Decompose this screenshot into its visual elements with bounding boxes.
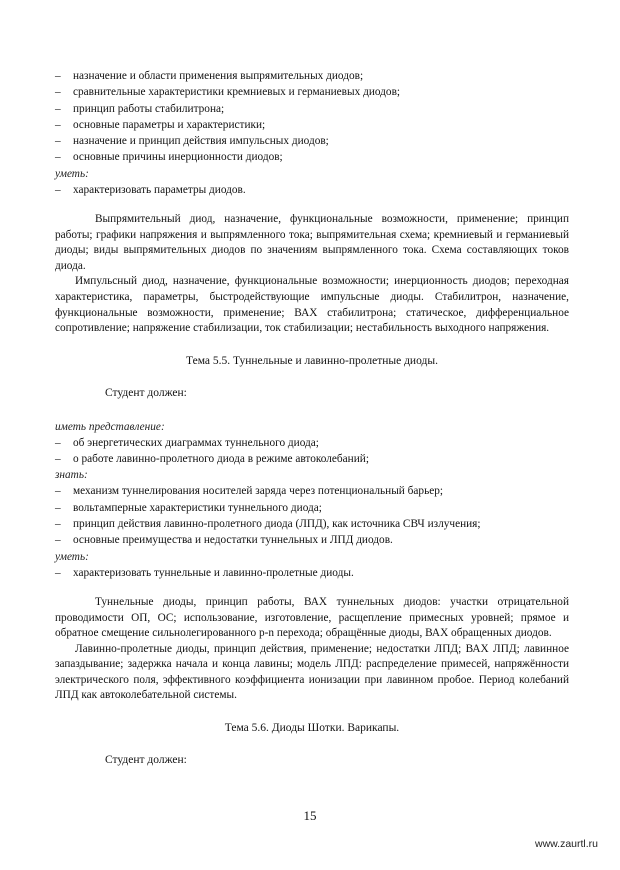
list-item: – об энергетических диаграммах туннельного диода; [55, 436, 319, 449]
document-body [55, 68, 569, 768]
topic-5-5-heading: Тема 5.5. Туннельные и лавинно-пролетные диоды. [186, 354, 438, 367]
list-item: – характеризовать туннельные и лавинно-пролетные диоды. [55, 566, 354, 579]
list-topic-5-5 [55, 419, 569, 581]
list-item: – принцип действия лавинно-пролетного диода (ЛПД), как источника СВЧ излучения; [55, 518, 481, 531]
label-znat: знать: [55, 469, 88, 482]
paragraph-tunnel-diodes: Туннельные диоды, принцип работы, ВАХ туннельных диодов: участки отрицательной проводимости ОП, ОС; использование, изготовление, расщепление примесных уровней; прямое и обратное смещение сильнолегированного p-n перехода; обращённые диоды, ВАХ обращенных диодов. [55, 595, 569, 640]
page-number: 15 [303, 808, 317, 823]
list-item: – сравнительные характеристики кремниевых и германиевых диодов; [55, 86, 401, 99]
list-item: – принцип работы стабилитрона; [55, 102, 225, 115]
list-item: – основные преимущества и недостатки туннельных и ЛПД диодов. [55, 534, 393, 547]
website-watermark: www.zaurtl.ru [534, 838, 598, 850]
label-umet: уметь: [55, 167, 89, 180]
paragraph-pulse-diode: Импульсный диод, назначение, функциональные возможности; инерционность диодов; переходная характеристика, параметры, быстродействующие импульсные диоды. Стабилитрон, назначение, функциональные возможности, применение; ВАХ стабилитрона; статическое, дифференциальное сопротивление; напряжение стабилизации, ток стабилизации; нестабильность выходного напряжения. [55, 275, 569, 335]
list-item: – основные параметры и характеристики; [55, 118, 266, 131]
list-item: – характеризовать параметры диодов. [55, 183, 246, 196]
topic-5-6-heading: Тема 5.6. Диоды Шотки. Варикапы. [224, 722, 400, 735]
list-item: – вольтамперные характеристики туннельного диода; [55, 501, 322, 514]
label-predstavlenie: иметь представление: [55, 420, 165, 433]
list-knowledge [55, 68, 569, 198]
list-item: – механизм туннелирования носителей заряда через потенциональный барьер; [55, 485, 444, 498]
list-item: – назначение и области применения выпрямительных диодов; [55, 70, 364, 82]
student-must-label: Студент должен: [105, 754, 187, 767]
list-item: – назначение и принцип действия импульсных диодов; [55, 135, 329, 148]
list-item: – о работе лавинно-пролетного диода в режиме автоколебаний; [55, 453, 369, 466]
paragraph-impatt-diodes: Лавинно-пролетные диоды, принцип действия, применение; недостатки ЛПД; ВАХ ЛПД; лавинное запаздывание; задержка начала и конца лавины; модель ЛПД: распределение примесей, напряжённости электрического поля, эффективного коэффициента ионизации при лавинном пробое. Период колебаний ЛПД как автоколебательной системы. [55, 642, 569, 702]
label-umet: уметь: [55, 550, 89, 563]
student-must-label: Студент должен: [105, 386, 187, 399]
list-item: – основные причины инерционности диодов; [55, 151, 283, 164]
paragraph-rectifier-diode: Выпрямительный диод, назначение, функциональные возможности, применение; принцип работы; графики напряжения и выпрямленного тока; выпрямительная схема; кремниевый и германиевый диоды; виды выпрямительных диодов по значениям выпрямленного тока. Схема составляющих токов диода. [55, 213, 569, 272]
